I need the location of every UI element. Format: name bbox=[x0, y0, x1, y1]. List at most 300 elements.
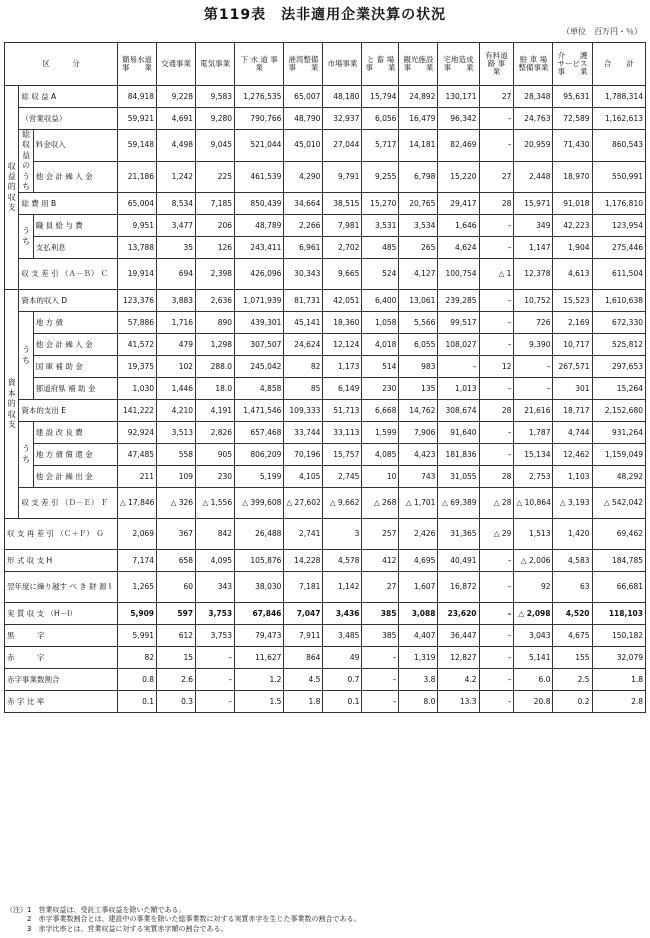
value-cell: 657,468 bbox=[235, 422, 284, 444]
value-cell: 1,716 bbox=[157, 312, 196, 334]
value-cell: 6,400 bbox=[362, 290, 399, 312]
row-label: 赤 字 比 率 bbox=[5, 691, 118, 713]
value-cell: 109,333 bbox=[284, 400, 323, 422]
value-cell: △ 1 bbox=[479, 259, 514, 290]
value-cell: 123,954 bbox=[592, 215, 645, 237]
row-label: 支払利息 bbox=[33, 237, 117, 259]
value-cell: △ 69,389 bbox=[438, 488, 479, 519]
row-label: 実 質 収 支 （H－I） bbox=[5, 603, 118, 625]
value-cell: 612 bbox=[157, 625, 196, 647]
row-label: 総 費 用 B bbox=[19, 193, 118, 215]
value-cell: 890 bbox=[196, 312, 235, 334]
value-cell: 1,420 bbox=[553, 519, 592, 550]
value-cell: 2,753 bbox=[514, 466, 553, 488]
value-cell: 10 bbox=[362, 466, 399, 488]
value-cell: 9,045 bbox=[196, 130, 235, 162]
value-cell: △ 326 bbox=[157, 488, 196, 519]
value-cell: 105,876 bbox=[235, 550, 284, 572]
value-cell: 4,583 bbox=[553, 550, 592, 572]
value-cell: – bbox=[479, 647, 514, 669]
value-cell: 983 bbox=[399, 356, 438, 378]
table-row bbox=[5, 444, 646, 466]
table-row bbox=[5, 259, 646, 290]
value-cell: 95,631 bbox=[553, 86, 592, 108]
value-cell: 597 bbox=[157, 603, 196, 625]
value-cell: – bbox=[479, 422, 514, 444]
value-cell: 4.2 bbox=[438, 669, 479, 691]
header-cell: と 畜 場 事 業 bbox=[362, 43, 399, 86]
value-cell: 525,812 bbox=[592, 334, 645, 356]
value-cell: 2,398 bbox=[196, 259, 235, 290]
header-cell: 港湾整備 事 業 bbox=[284, 43, 323, 86]
value-cell: 3,753 bbox=[196, 625, 235, 647]
value-cell: 3,883 bbox=[157, 290, 196, 312]
value-cell: △ 28 bbox=[479, 488, 514, 519]
value-cell: 806,209 bbox=[235, 444, 284, 466]
header-cell: 介 護 サービス 事 業 bbox=[553, 43, 592, 86]
value-cell: 48,789 bbox=[235, 215, 284, 237]
value-cell: 18,717 bbox=[553, 400, 592, 422]
value-cell: 1,142 bbox=[323, 572, 362, 603]
value-cell: 4,105 bbox=[284, 466, 323, 488]
value-cell: 15,264 bbox=[592, 378, 645, 400]
table-row bbox=[5, 647, 646, 669]
value-cell: △ 9,662 bbox=[323, 488, 362, 519]
value-cell: 1,265 bbox=[118, 572, 157, 603]
row-group-label: 資本的収支 bbox=[5, 290, 19, 519]
value-cell: 26,488 bbox=[235, 519, 284, 550]
value-cell: 7,906 bbox=[399, 422, 438, 444]
row-group-label: うち bbox=[19, 215, 33, 259]
value-cell: 4,407 bbox=[399, 625, 438, 647]
value-cell: 4,520 bbox=[553, 603, 592, 625]
value-cell: △ 10,864 bbox=[514, 488, 553, 519]
value-cell: 1,242 bbox=[157, 161, 196, 193]
value-cell: – bbox=[479, 334, 514, 356]
value-cell: 2,448 bbox=[514, 161, 553, 193]
value-cell: 6,056 bbox=[362, 108, 399, 130]
value-cell: 1,030 bbox=[118, 378, 157, 400]
value-cell: 743 bbox=[399, 466, 438, 488]
value-cell: 4,624 bbox=[438, 237, 479, 259]
value-cell: – bbox=[479, 237, 514, 259]
value-cell: – bbox=[479, 625, 514, 647]
value-cell: △ 2,098 bbox=[514, 603, 553, 625]
value-cell: – bbox=[479, 444, 514, 466]
value-cell: 301 bbox=[553, 378, 592, 400]
value-cell: 2,266 bbox=[284, 215, 323, 237]
value-cell: 461,539 bbox=[235, 161, 284, 193]
value-cell: 9,255 bbox=[362, 161, 399, 193]
value-cell: 27 bbox=[479, 161, 514, 193]
value-cell: 4,423 bbox=[399, 444, 438, 466]
value-cell: 14,762 bbox=[399, 400, 438, 422]
table-row bbox=[5, 130, 646, 162]
table-row bbox=[5, 603, 646, 625]
row-label: 建 設 改 良 費 bbox=[33, 422, 117, 444]
value-cell: 426,096 bbox=[235, 259, 284, 290]
value-cell: 150,182 bbox=[592, 625, 645, 647]
value-cell: 3,534 bbox=[399, 215, 438, 237]
value-cell: 439,301 bbox=[235, 312, 284, 334]
table-title: 第119表 法非適用企業決算の状況 bbox=[203, 7, 447, 23]
value-cell: 135 bbox=[399, 378, 438, 400]
value-cell: 2.6 bbox=[157, 669, 196, 691]
value-cell: 239,285 bbox=[438, 290, 479, 312]
value-cell: 5,199 bbox=[235, 466, 284, 488]
value-cell: △ 17,846 bbox=[118, 488, 157, 519]
value-cell: – bbox=[479, 691, 514, 713]
table-row bbox=[5, 422, 646, 444]
row-group-label: 総収益のうち bbox=[19, 130, 33, 193]
value-cell: 15,270 bbox=[362, 193, 399, 215]
table-row bbox=[5, 356, 646, 378]
header-cell: 駐 車 場 整備事業 bbox=[514, 43, 553, 86]
header-row bbox=[5, 43, 646, 86]
table-row bbox=[5, 378, 646, 400]
value-cell: 905 bbox=[196, 444, 235, 466]
table-row bbox=[5, 669, 646, 691]
value-cell: 42,223 bbox=[553, 215, 592, 237]
footnotes bbox=[6, 906, 360, 934]
value-cell: 2,826 bbox=[196, 422, 235, 444]
value-cell: 2,741 bbox=[284, 519, 323, 550]
value-cell: – bbox=[479, 378, 514, 400]
value-cell: △ 1,556 bbox=[196, 488, 235, 519]
value-cell: 31,365 bbox=[438, 519, 479, 550]
value-cell: 181,836 bbox=[438, 444, 479, 466]
row-label: 地 方 債 償 還 金 bbox=[33, 444, 117, 466]
value-cell: 11,627 bbox=[235, 647, 284, 669]
value-cell: 367 bbox=[157, 519, 196, 550]
value-cell: 7,047 bbox=[284, 603, 323, 625]
header-cell: 市場事業 bbox=[323, 43, 362, 86]
value-cell: 245,042 bbox=[235, 356, 284, 378]
value-cell: 4,498 bbox=[157, 130, 196, 162]
value-cell: 514 bbox=[362, 356, 399, 378]
value-cell: 3,485 bbox=[323, 625, 362, 647]
value-cell: 24,892 bbox=[399, 86, 438, 108]
value-cell: – bbox=[362, 691, 399, 713]
row-group-label: 収益的収支 bbox=[5, 86, 19, 290]
row-label: 他 会 計 繰 入 金 bbox=[33, 161, 117, 193]
value-cell: 38,030 bbox=[235, 572, 284, 603]
table-row bbox=[5, 572, 646, 603]
value-cell: 6,055 bbox=[399, 334, 438, 356]
value-cell: 84,918 bbox=[118, 86, 157, 108]
value-cell: 14,228 bbox=[284, 550, 323, 572]
value-cell: 5,991 bbox=[118, 625, 157, 647]
header-cell: 宅地造成 事 業 bbox=[438, 43, 479, 86]
value-cell: 0.3 bbox=[157, 691, 196, 713]
value-cell: 12,378 bbox=[514, 259, 553, 290]
value-cell: 4,578 bbox=[323, 550, 362, 572]
table-row bbox=[5, 550, 646, 572]
value-cell: 31,055 bbox=[438, 466, 479, 488]
row-label: 赤字事業数割合 bbox=[5, 669, 118, 691]
row-label: 翌年度に繰り越す べ き 財 源 I bbox=[5, 572, 118, 603]
value-cell: 3,753 bbox=[196, 603, 235, 625]
value-cell: 9,583 bbox=[196, 86, 235, 108]
value-cell: 4,095 bbox=[196, 550, 235, 572]
value-cell: 3,513 bbox=[157, 422, 196, 444]
value-cell: 21,186 bbox=[118, 161, 157, 193]
value-cell: 1,599 bbox=[362, 422, 399, 444]
value-cell: 92 bbox=[514, 572, 553, 603]
value-cell: 275,446 bbox=[592, 237, 645, 259]
value-cell: 70,196 bbox=[284, 444, 323, 466]
footnote: 2 赤字事業数割合とは、建設中の事業を除いた総事業数に対する実質赤字を生じた事業数の割合である。 bbox=[6, 915, 361, 924]
value-cell: 108,027 bbox=[438, 334, 479, 356]
header-cell: 下 水 道 事 業 bbox=[235, 43, 284, 86]
value-cell: 13,061 bbox=[399, 290, 438, 312]
value-cell: 100,754 bbox=[438, 259, 479, 290]
value-cell: 18,970 bbox=[553, 161, 592, 193]
value-cell: 4,018 bbox=[362, 334, 399, 356]
footnote: 3 赤字比率とは、営業収益に対する実質赤字額の割合である。 bbox=[6, 924, 228, 933]
value-cell: 9,791 bbox=[323, 161, 362, 193]
value-cell: 81,731 bbox=[284, 290, 323, 312]
value-cell: 479 bbox=[157, 334, 196, 356]
value-cell: 4,210 bbox=[157, 400, 196, 422]
value-cell: 24,624 bbox=[284, 334, 323, 356]
value-cell: 48,292 bbox=[592, 466, 645, 488]
value-cell: 35 bbox=[157, 237, 196, 259]
value-cell: 33,113 bbox=[323, 422, 362, 444]
value-cell: 412 bbox=[362, 550, 399, 572]
value-cell: 9,390 bbox=[514, 334, 553, 356]
table-row bbox=[5, 215, 646, 237]
value-cell: 9,280 bbox=[196, 108, 235, 130]
row-label: 資本的収入 D bbox=[19, 290, 118, 312]
value-cell: 2,702 bbox=[323, 237, 362, 259]
value-cell: 3,043 bbox=[514, 625, 553, 647]
value-cell: – bbox=[362, 647, 399, 669]
value-cell: 47,485 bbox=[118, 444, 157, 466]
table-row bbox=[5, 193, 646, 215]
row-label: 他 会 計 繰 出 金 bbox=[33, 466, 117, 488]
value-cell: △ 27,602 bbox=[284, 488, 323, 519]
row-label: 国 庫 補 助 金 bbox=[33, 356, 117, 378]
value-cell: – bbox=[479, 572, 514, 603]
value-cell: 32,937 bbox=[323, 108, 362, 130]
value-cell: 57,886 bbox=[118, 312, 157, 334]
value-cell: 79,473 bbox=[235, 625, 284, 647]
value-cell: 5,141 bbox=[514, 647, 553, 669]
value-cell: – bbox=[479, 312, 514, 334]
value-cell: 118,103 bbox=[592, 603, 645, 625]
value-cell: 28 bbox=[479, 466, 514, 488]
value-cell: 6,961 bbox=[284, 237, 323, 259]
value-cell: 40,491 bbox=[438, 550, 479, 572]
value-cell: 12,124 bbox=[323, 334, 362, 356]
value-cell: 48,180 bbox=[323, 86, 362, 108]
value-cell: 7,185 bbox=[196, 193, 235, 215]
value-cell: 307,507 bbox=[235, 334, 284, 356]
value-cell: 206 bbox=[196, 215, 235, 237]
value-cell: 2,636 bbox=[196, 290, 235, 312]
value-cell: 850,439 bbox=[235, 193, 284, 215]
value-cell: 29,417 bbox=[438, 193, 479, 215]
value-cell: – bbox=[479, 215, 514, 237]
value-cell: 1,471,546 bbox=[235, 400, 284, 422]
value-cell: 1.5 bbox=[235, 691, 284, 713]
value-cell: △ 3,193 bbox=[553, 488, 592, 519]
table-row bbox=[5, 334, 646, 356]
value-cell: 16,479 bbox=[399, 108, 438, 130]
value-cell: 1,610,638 bbox=[592, 290, 645, 312]
value-cell: 14,181 bbox=[399, 130, 438, 162]
header-cell: 簡易水道 事 業 bbox=[118, 43, 157, 86]
value-cell: 524 bbox=[362, 259, 399, 290]
value-cell: 10,717 bbox=[553, 334, 592, 356]
row-label: 資本的支出 E bbox=[19, 400, 118, 422]
value-cell: 91,018 bbox=[553, 193, 592, 215]
value-cell: 6,668 bbox=[362, 400, 399, 422]
row-group-label: うち bbox=[19, 312, 33, 400]
value-cell: 66,681 bbox=[592, 572, 645, 603]
value-cell: 2,069 bbox=[118, 519, 157, 550]
value-cell: 267,571 bbox=[553, 356, 592, 378]
value-cell: 63 bbox=[553, 572, 592, 603]
value-cell: 1,607 bbox=[399, 572, 438, 603]
value-cell: – bbox=[196, 647, 235, 669]
value-cell: △ 1,701 bbox=[399, 488, 438, 519]
value-cell: 0.7 bbox=[323, 669, 362, 691]
value-cell: 1,298 bbox=[196, 334, 235, 356]
value-cell: 1,788,314 bbox=[592, 86, 645, 108]
value-cell: 126 bbox=[196, 237, 235, 259]
value-cell: 65,004 bbox=[118, 193, 157, 215]
value-cell: 20.8 bbox=[514, 691, 553, 713]
value-cell: 41,572 bbox=[118, 334, 157, 356]
value-cell: 2,426 bbox=[399, 519, 438, 550]
value-cell: 28 bbox=[479, 193, 514, 215]
value-cell: 12,462 bbox=[553, 444, 592, 466]
value-cell: 5,717 bbox=[362, 130, 399, 162]
value-cell: 36,447 bbox=[438, 625, 479, 647]
value-cell: △ 268 bbox=[362, 488, 399, 519]
value-cell: 28,348 bbox=[514, 86, 553, 108]
value-cell: 8,534 bbox=[157, 193, 196, 215]
value-cell: 16,872 bbox=[438, 572, 479, 603]
table-body bbox=[5, 86, 646, 713]
value-cell: – bbox=[438, 356, 479, 378]
value-cell: 1,147 bbox=[514, 237, 553, 259]
value-cell: 13.3 bbox=[438, 691, 479, 713]
value-cell: 2.8 bbox=[592, 691, 645, 713]
value-cell: 15 bbox=[157, 647, 196, 669]
table-row bbox=[5, 691, 646, 713]
unit-label: （単位 百万円・％） bbox=[562, 27, 642, 36]
value-cell: – bbox=[196, 691, 235, 713]
header-cell: 区 分 bbox=[5, 43, 118, 86]
value-cell: 2,152,680 bbox=[592, 400, 645, 422]
footnote: （注）1 営業収益は、受託工事収益を除いた額である。 bbox=[6, 906, 186, 914]
value-cell: 82 bbox=[118, 647, 157, 669]
value-cell: 7,981 bbox=[323, 215, 362, 237]
value-cell: 184,785 bbox=[592, 550, 645, 572]
value-cell: – bbox=[514, 378, 553, 400]
value-cell: 1.2 bbox=[235, 669, 284, 691]
value-cell: 18.0 bbox=[196, 378, 235, 400]
value-cell: 9,665 bbox=[323, 259, 362, 290]
value-cell: 864 bbox=[284, 647, 323, 669]
value-cell: 82 bbox=[284, 356, 323, 378]
value-cell: 85 bbox=[284, 378, 323, 400]
table-row bbox=[5, 466, 646, 488]
row-label: 形 式 収 支 H bbox=[5, 550, 118, 572]
value-cell: 34,664 bbox=[284, 193, 323, 215]
value-cell: 82,469 bbox=[438, 130, 479, 162]
value-cell: 33,744 bbox=[284, 422, 323, 444]
value-cell: – bbox=[514, 356, 553, 378]
value-cell: 6.0 bbox=[514, 669, 553, 691]
value-cell: 15,134 bbox=[514, 444, 553, 466]
value-cell: 28 bbox=[479, 400, 514, 422]
value-cell: 30,343 bbox=[284, 259, 323, 290]
value-cell: 1,071,939 bbox=[235, 290, 284, 312]
value-cell: 3.8 bbox=[399, 669, 438, 691]
value-cell: 4,691 bbox=[157, 108, 196, 130]
value-cell: 10,752 bbox=[514, 290, 553, 312]
table-row bbox=[5, 488, 646, 519]
table-row bbox=[5, 86, 646, 108]
value-cell: 15,523 bbox=[553, 290, 592, 312]
value-cell: 1,162,613 bbox=[592, 108, 645, 130]
value-cell: 7,181 bbox=[284, 572, 323, 603]
finance-table bbox=[4, 42, 646, 713]
value-cell: 69,462 bbox=[592, 519, 645, 550]
value-cell: 91,640 bbox=[438, 422, 479, 444]
value-cell: 38,515 bbox=[323, 193, 362, 215]
value-cell: 4,290 bbox=[284, 161, 323, 193]
value-cell: 2,745 bbox=[323, 466, 362, 488]
table-row bbox=[5, 400, 646, 422]
row-label: 総 収 益 A bbox=[19, 86, 118, 108]
value-cell: 7,174 bbox=[118, 550, 157, 572]
value-cell: 123,376 bbox=[118, 290, 157, 312]
value-cell: – bbox=[479, 603, 514, 625]
row-label: 収 支 差 引 （Ａ－Ｂ） Ｃ bbox=[19, 259, 118, 290]
value-cell: 658 bbox=[157, 550, 196, 572]
value-cell: 2,169 bbox=[553, 312, 592, 334]
value-cell: 1,103 bbox=[553, 466, 592, 488]
value-cell: 8.0 bbox=[399, 691, 438, 713]
value-cell: 521,044 bbox=[235, 130, 284, 162]
value-cell: 51,713 bbox=[323, 400, 362, 422]
value-cell: 1.8 bbox=[284, 691, 323, 713]
row-label: 都道府県 補 助 金 bbox=[33, 378, 117, 400]
value-cell: 3,477 bbox=[157, 215, 196, 237]
value-cell: 9,951 bbox=[118, 215, 157, 237]
value-cell: △ 2,006 bbox=[514, 550, 553, 572]
value-cell: 1,058 bbox=[362, 312, 399, 334]
value-cell: 24,763 bbox=[514, 108, 553, 130]
value-cell: 1,276,535 bbox=[235, 86, 284, 108]
value-cell: 65,007 bbox=[284, 86, 323, 108]
value-cell: 288.0 bbox=[196, 356, 235, 378]
value-cell: 12 bbox=[479, 356, 514, 378]
value-cell: 243,411 bbox=[235, 237, 284, 259]
row-group-label: うち bbox=[19, 422, 33, 488]
value-cell: 257 bbox=[362, 519, 399, 550]
value-cell: 5,566 bbox=[399, 312, 438, 334]
value-cell: 20,959 bbox=[514, 130, 553, 162]
value-cell: 0.2 bbox=[553, 691, 592, 713]
value-cell: 0.8 bbox=[118, 669, 157, 691]
value-cell: 19,914 bbox=[118, 259, 157, 290]
